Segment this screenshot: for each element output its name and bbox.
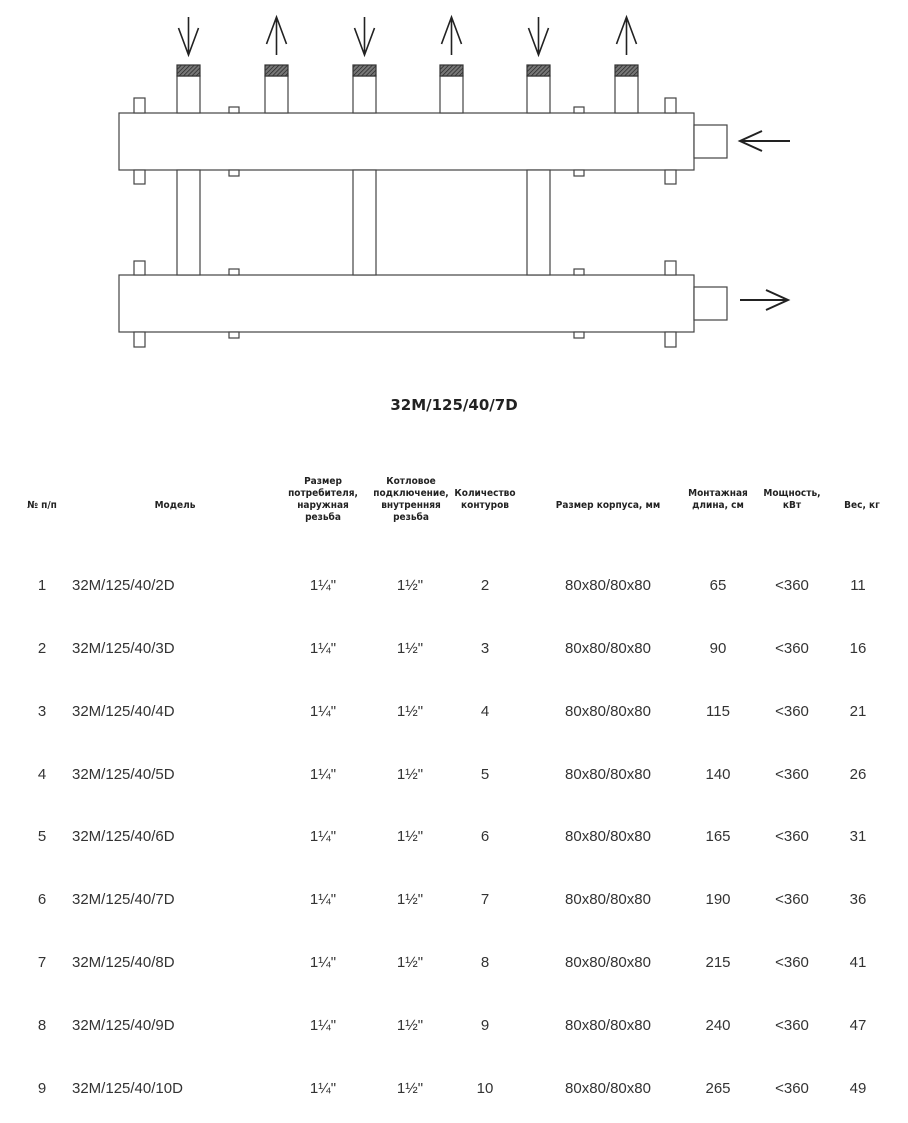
cell-power: <360 [775,639,809,657]
return-outlet-stub [694,287,727,320]
cell-weight: 11 [850,577,866,594]
consumer-outlet [440,76,463,113]
cell-weight: 49 [849,1079,867,1097]
cell-boiler-connection: 1½" [396,1016,424,1034]
cell-consumer-size: 1¼" [309,1016,337,1034]
cell-body-size: 80x80/80x80 [565,1016,651,1034]
thread-hatch [440,65,463,76]
cell-circuit-count: 3 [480,639,490,657]
cell-row-number: 8 [37,1016,47,1034]
diagram-title: 32M/125/40/7D [390,396,518,414]
cell-boiler-connection: 1½" [396,828,424,846]
cell-body-size: 80x80/80x80 [565,1079,651,1097]
cell-mounting-length: 215 [705,954,731,972]
header-weight: Вес, кг [844,500,880,511]
consumer-outlet [353,76,376,113]
thread-hatch [265,65,288,76]
cell-model: 32M/125/40/6D [72,828,175,846]
cell-row-number: 1 [37,577,47,594]
mounting-tab [574,170,584,176]
mounting-tab [574,332,584,338]
cell-power: <360 [775,1079,809,1097]
cell-circuit-count: 2 [480,577,490,594]
mounting-tab [665,261,676,275]
cell-weight: 47 [849,1016,867,1034]
cell-body-size: 80x80/80x80 [565,954,651,972]
cell-body-size: 80x80/80x80 [565,828,651,846]
cell-weight: 21 [849,702,867,720]
cell-power: <360 [775,954,809,972]
cell-boiler-connection: 1½" [396,765,424,783]
cell-consumer-size: 1¼" [309,891,337,909]
cell-mounting-length: 90 [709,639,727,657]
cell-mounting-length: 140 [705,765,731,783]
cell-model: 32M/125/40/9D [72,1016,175,1034]
cell-mounting-length: 190 [705,891,731,909]
cell-body-size: 80x80/80x80 [565,765,651,783]
cell-power: <360 [775,828,809,846]
cell-power: <360 [775,765,809,783]
cell-weight: 36 [849,891,867,909]
cell-boiler-connection: 1½" [396,954,424,972]
cell-boiler-connection: 1½" [396,702,424,720]
mounting-tab [574,269,584,275]
cell-circuit-count: 4 [480,702,490,720]
mounting-tab [229,170,239,176]
cell-model: 32M/125/40/2D [72,577,175,594]
table-row [0,1076,908,1102]
cell-consumer-size: 1¼" [309,765,337,783]
cell-circuit-count: 5 [480,765,490,783]
mounting-tab [134,261,145,275]
table-row [0,887,908,913]
cell-consumer-size: 1¼" [309,577,337,594]
cell-model: 32M/125/40/8D [72,954,175,972]
consumer-outlet [265,76,288,113]
cell-circuit-count: 6 [480,828,490,846]
cell-power: <360 [775,702,809,720]
mounting-tab [229,332,239,338]
flow-down-arrow-icon [179,17,199,55]
flow-down-arrow-icon [355,17,375,55]
header-mounting-length: Монтажная длина, см [688,488,748,511]
mounting-tab [134,170,145,184]
flow-up-arrow-icon [267,17,287,55]
cell-power: <360 [775,1016,809,1034]
bypass-tube [527,170,550,275]
cell-power: <360 [775,577,809,594]
mounting-tab [229,107,239,113]
cell-row-number: 6 [37,891,47,909]
cell-mounting-length: 115 [706,702,730,720]
cell-row-number: 9 [37,1079,47,1097]
cell-row-number: 3 [37,702,47,720]
cell-consumer-size: 1¼" [309,639,337,657]
table-row [0,573,908,599]
mounting-tab [665,332,676,347]
thread-hatch [177,65,200,76]
mounting-tab [665,98,676,113]
cell-consumer-size: 1¼" [309,828,337,846]
cell-consumer-size: 1¼" [309,1079,337,1097]
cell-body-size: 80x80/80x80 [565,639,651,657]
table-row [0,1013,908,1039]
cell-body-size: 80x80/80x80 [565,891,651,909]
cell-mounting-length: 165 [705,828,731,846]
table-row [0,824,908,850]
cell-model: 32M/125/40/7D [72,891,175,909]
cell-weight: 31 [849,828,867,846]
mounting-tab [134,98,145,113]
cell-boiler-connection: 1½" [396,639,424,657]
cell-mounting-length: 65 [709,577,727,594]
flow-up-arrow-icon [442,17,462,55]
consumer-outlet [527,76,550,113]
cell-power: <360 [775,891,809,909]
cell-consumer-size: 1¼" [309,702,337,720]
cell-circuit-count: 9 [480,1016,490,1034]
cell-boiler-connection: 1½" [396,891,424,909]
cell-model: 32M/125/40/4D [72,702,175,720]
mounting-tab [665,170,676,184]
cell-weight: 41 [849,954,867,972]
bypass-tube [353,170,376,275]
flow-down-arrow-icon [529,17,549,55]
header-circuit-count: Количество контуров [454,488,516,511]
cell-row-number: 7 [37,954,47,972]
header-power: Мощность, кВт [763,488,821,511]
table-row [0,762,908,788]
header-model: Модель [154,500,196,511]
cell-boiler-connection: 1½" [396,577,424,594]
cell-model: 32M/125/40/5D [72,765,175,783]
cell-row-number: 4 [37,765,47,783]
return-header-pipe [119,275,694,332]
header-consumer-size: Размер потребителя, наружная резьба [288,476,358,523]
cell-row-number: 5 [37,828,47,846]
cell-mounting-length: 240 [705,1016,731,1034]
flow-up-arrow-icon [617,17,637,55]
cell-body-size: 80x80/80x80 [565,702,651,720]
thread-hatch [527,65,550,76]
supply-inlet-stub [694,125,727,158]
mounting-tab [134,332,145,347]
consumer-outlet [615,76,638,113]
header-body-size: Размер корпуса, мм [555,500,661,511]
cell-body-size: 80x80/80x80 [565,577,651,594]
consumer-outlet [177,76,200,113]
cell-mounting-length: 265 [705,1079,731,1097]
cell-circuit-count: 7 [480,891,490,909]
cell-weight: 16 [849,639,867,657]
inlet-left-arrow-icon [740,131,790,151]
supply-header-pipe [119,113,694,170]
table-row [0,699,908,725]
cell-boiler-connection: 1½" [396,1079,424,1097]
cell-circuit-count: 10 [476,1079,494,1097]
bypass-tube [177,170,200,275]
mounting-tab [229,269,239,275]
header-number: № п/п [27,500,57,511]
cell-consumer-size: 1¼" [309,954,337,972]
table-row [0,636,908,662]
cell-circuit-count: 8 [480,954,490,972]
outlet-right-arrow-icon [740,290,788,310]
cell-model: 32M/125/40/10D [72,1079,183,1097]
table-row [0,950,908,976]
header-boiler-connection: Котловое подключение, внутренняя резьба [373,476,449,523]
thread-hatch [353,65,376,76]
thread-hatch [615,65,638,76]
cell-row-number: 2 [37,639,47,657]
manifold-diagram [0,0,908,370]
cell-model: 32M/125/40/3D [72,639,175,657]
mounting-tab [574,107,584,113]
cell-weight: 26 [849,765,867,783]
